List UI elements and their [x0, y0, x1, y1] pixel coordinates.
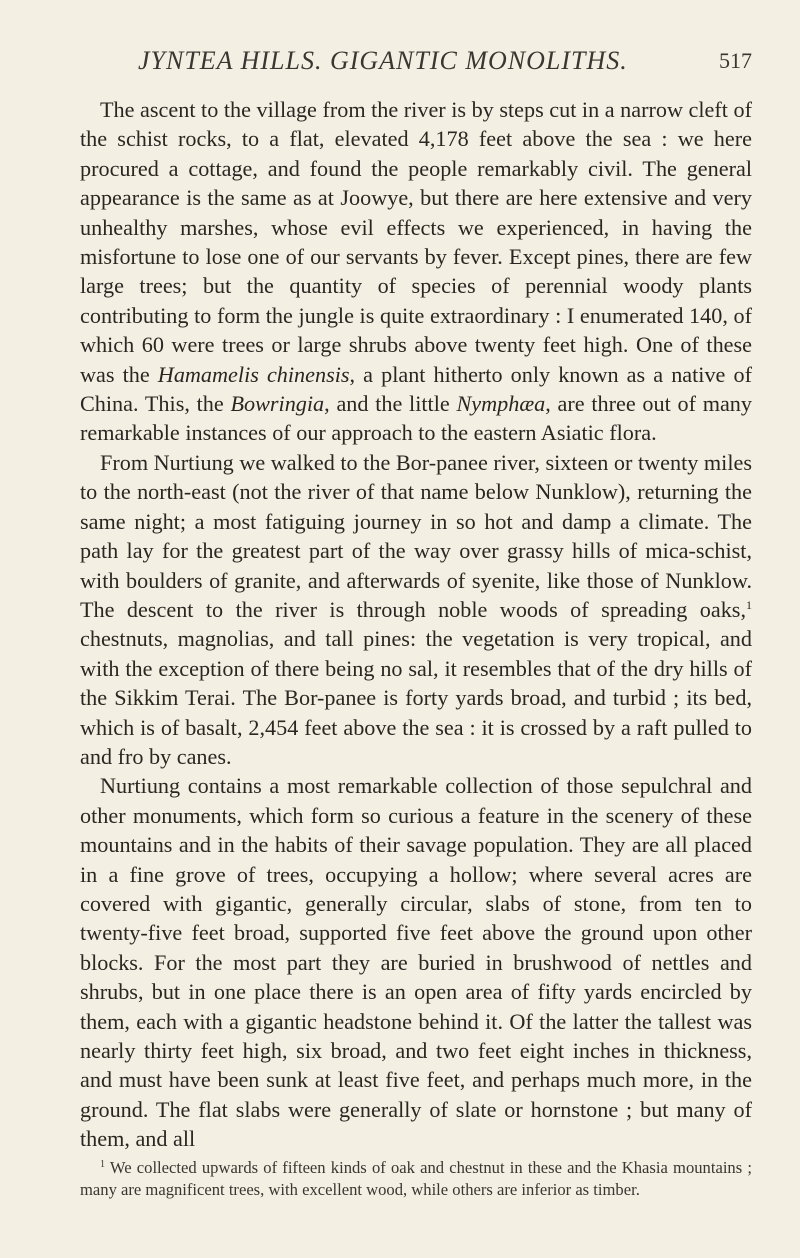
- species-nymphaea: Nymphæa: [456, 391, 546, 417]
- footnote: [80, 1157, 752, 1201]
- paragraph-1: [80, 95, 752, 448]
- running-head: [80, 46, 752, 86]
- paragraph-2: [80, 448, 752, 771]
- species-bowringia: Bowringia: [230, 391, 325, 417]
- paragraph-1-text-a: The ascent to the village from the river is by steps cut in a narrow cleft of the schist rocks, to a flat, elevated 4,178 feet above the sea : we here procured a cottage, and found the people remarkably civil. The general appearance is the same as at Joowye, but there are here extensive and very unhealthy marshes, whose evil effects we experienced, in having the misfortune to lose one of our servants by fever. Except pines, there are few large trees; but the quantity of species of perennial woody plants contributing to form the jungle is quite extraordinary : I enumerated 140, of which 60 were trees or large shrubs above twenty feet high. One of these was the: [80, 97, 752, 387]
- paragraph-2-text-a: From Nurtiung we walked to the Bor-panee river, sixteen or twenty miles to the north-east (not the river of that name below Nunklow), returning the same night; a most fatiguing journey in so hot and damp a climate. The path lay for the greatest part of the way over grassy hills of mica-schist, with boulders of granite, and afterwards of syenite, like those of Nunklow. The descent to the river is through noble woods of spreading oaks,: [80, 449, 752, 622]
- paragraph-2-text-b: chestnuts, magnolias, and tall pines: the vegetation is very tropical, and with the exception of there being no sal, it resembles that of the dry hills of the Sikkim Terai. The Bor-panee is forty yards broad, and turbid ; its bed, which is of basalt, 2,454 feet above the sea : it is crossed by a raft pulled to and fro by canes.: [80, 626, 752, 769]
- paragraph-1-text-d: , are three out of many remarkable instances of our approach to the eastern Asiatic flora.: [80, 391, 752, 446]
- footnote-body: We collected upwards of fifteen kinds of oak and chestnut in these and the Khasia mountains ; many are magnificent trees, with excellent wood, while others are inferior as timber.: [80, 1158, 752, 1199]
- species-hamamelis: Hamamelis chinensis: [157, 361, 350, 387]
- page-number: 517: [719, 48, 752, 73]
- paragraph-1-text-c: , and the little: [324, 391, 457, 417]
- paragraph-3: Nurtiung contains a most remarkable collection of those sepulchral and other monuments, which form so curious a feature in the scenery of these mountains and in the habits of their savage population. They are all placed in a fine grove of trees, occupying a hollow; where several acres are covered with gigantic, generally circular, slabs of stone, from ten to twenty-five feet broad, supported five feet above the ground upon other blocks. For the most part they are buried in brushwood of nettles and shrubs, but in one place there is an open area of fifty yards encircled by them, each with a gigantic headstone behind it. Of the latter the tallest was nearly thirty feet high, six broad, and two feet eight inches in thickness, and must have been sunk at least five feet, and perhaps much more, in the ground. The flat slabs were generally of slate or hornstone ; but many of them, and all: [80, 773, 752, 1152]
- footnote-marker: 1: [100, 1159, 105, 1170]
- running-title: JYNTEA HILLS. GIGANTIC MONOLITHS.: [138, 46, 628, 75]
- footnote-text: [80, 1157, 752, 1201]
- footnote-reference[interactable]: 1: [746, 597, 752, 612]
- body-text: [80, 95, 752, 1154]
- paragraph-1-text-b: , a plant hitherto only known as a native of China. This, the: [80, 361, 752, 417]
